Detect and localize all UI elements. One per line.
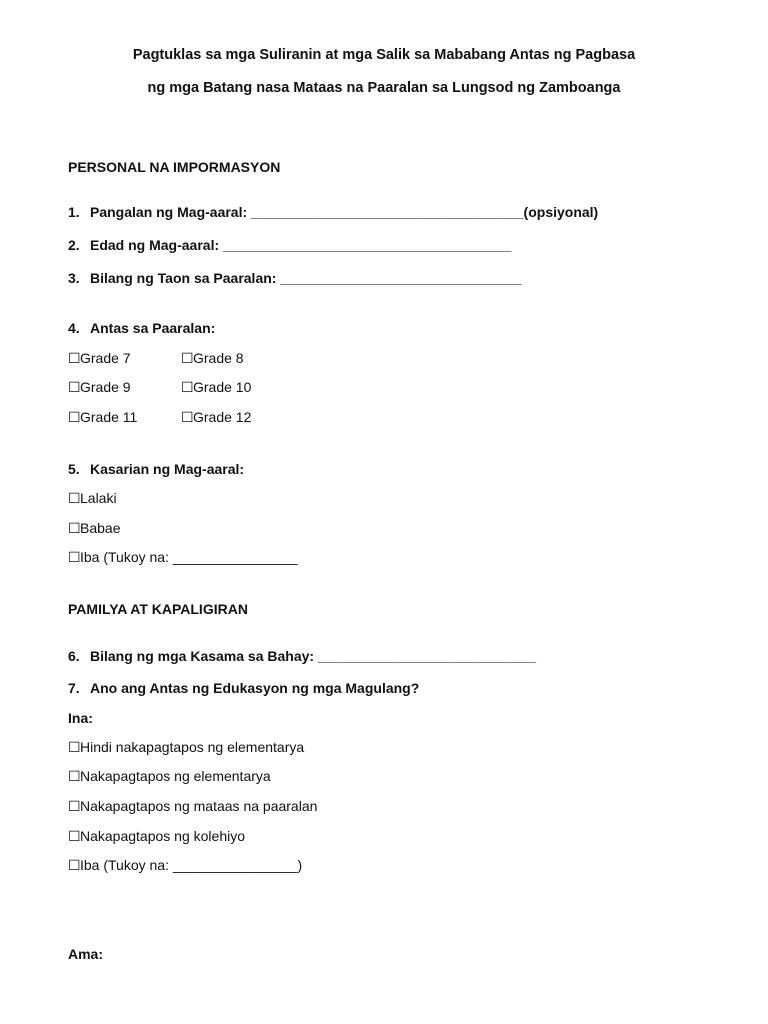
question-number: 6.: [68, 648, 80, 664]
question-text: Ano ang Antas ng Edukasyon ng mga Magulang?: [90, 680, 420, 696]
checkbox-icon[interactable]: ☐: [68, 798, 81, 814]
option-label: Nakapagtapos ng mataas na paaralan: [80, 798, 318, 814]
question-4: [68, 320, 215, 336]
mother-label: Ina:: [68, 710, 93, 726]
option-label: Hindi nakapagtapos ng elementarya: [80, 739, 305, 755]
question-text: Bilang ng Taon sa Paaralan: _______________________________: [90, 270, 522, 286]
section-heading-family: PAMILYA AT KAPALIGIRAN: [68, 601, 248, 617]
option-grade-8[interactable]: [181, 350, 244, 367]
option-grade-12[interactable]: [181, 409, 251, 426]
question-text: Edad ng Mag-aaral: _____________________________________: [90, 237, 512, 253]
question-text: Pangalan ng Mag-aaral: ___________________________________(opsiyonal): [90, 204, 599, 220]
father-label: Ama:: [68, 946, 104, 962]
question-text: Bilang ng mga Kasama sa Bahay: ____________________________: [90, 648, 536, 664]
option-mother-other[interactable]: [68, 857, 302, 874]
option-grade-11[interactable]: [68, 409, 137, 426]
option-label: Grade 9: [80, 379, 131, 395]
document-title-line-2: ng mga Batang nasa Mataas na Paaralan sa Lungsod ng Zamboanga: [147, 80, 621, 96]
option-label: Babae: [80, 520, 121, 536]
question-3[interactable]: [68, 270, 522, 286]
option-label: Nakapagtapos ng elementarya: [80, 768, 271, 784]
option-label: Lalaki: [80, 490, 117, 506]
checkbox-icon[interactable]: ☐: [181, 409, 194, 425]
option-lalaki[interactable]: [68, 490, 117, 507]
section-heading-personal-info: PERSONAL NA IMPORMASYON: [68, 159, 281, 175]
option-iba-gender[interactable]: [68, 549, 297, 566]
checkbox-icon[interactable]: ☐: [68, 350, 81, 366]
document-title-line-1: Pagtuklas sa mga Suliranin at mga Salik sa Mababang Antas ng Pagbasa: [132, 47, 636, 63]
question-number: 3.: [68, 270, 80, 286]
option-label: Grade 11: [80, 409, 138, 425]
option-label: Grade 12: [193, 409, 252, 425]
option-label: Iba (Tukoy na: ________________: [80, 549, 298, 565]
option-label: Grade 10: [193, 379, 252, 395]
option-mother-high-school[interactable]: [68, 798, 317, 815]
checkbox-icon[interactable]: ☐: [68, 857, 81, 873]
checkbox-icon[interactable]: ☐: [68, 409, 81, 425]
option-mother-not-elementary[interactable]: [68, 739, 304, 756]
question-number: 5.: [68, 461, 80, 477]
checkbox-icon[interactable]: ☐: [181, 350, 194, 366]
option-label: Iba (Tukoy na: ________________): [80, 857, 303, 873]
question-text: Antas sa Paaralan:: [90, 320, 216, 336]
checkbox-icon[interactable]: ☐: [68, 739, 81, 755]
option-grade-7[interactable]: [68, 350, 131, 367]
checkbox-icon[interactable]: ☐: [68, 379, 81, 395]
question-number: 7.: [68, 680, 80, 696]
checkbox-icon[interactable]: ☐: [68, 490, 81, 506]
question-number: 2.: [68, 237, 80, 253]
option-mother-college[interactable]: [68, 828, 245, 845]
option-grade-9[interactable]: [68, 379, 131, 396]
option-label: Grade 7: [80, 350, 131, 366]
option-mother-elementary[interactable]: [68, 768, 271, 785]
question-text: Kasarian ng Mag-aaral:: [90, 461, 245, 477]
question-7: [68, 680, 419, 696]
option-babae[interactable]: [68, 520, 120, 537]
question-1[interactable]: [68, 204, 598, 220]
checkbox-icon[interactable]: ☐: [68, 520, 81, 536]
question-number: 1.: [68, 204, 80, 220]
option-label: Nakapagtapos ng kolehiyo: [80, 828, 246, 844]
checkbox-icon[interactable]: ☐: [68, 828, 81, 844]
checkbox-icon[interactable]: ☐: [68, 549, 81, 565]
question-5: [68, 461, 244, 477]
option-grade-10[interactable]: [181, 379, 251, 396]
question-2[interactable]: [68, 237, 511, 253]
checkbox-icon[interactable]: ☐: [181, 379, 194, 395]
question-number: 4.: [68, 320, 80, 336]
checkbox-icon[interactable]: ☐: [68, 768, 81, 784]
question-6[interactable]: [68, 648, 536, 664]
option-label: Grade 8: [193, 350, 244, 366]
